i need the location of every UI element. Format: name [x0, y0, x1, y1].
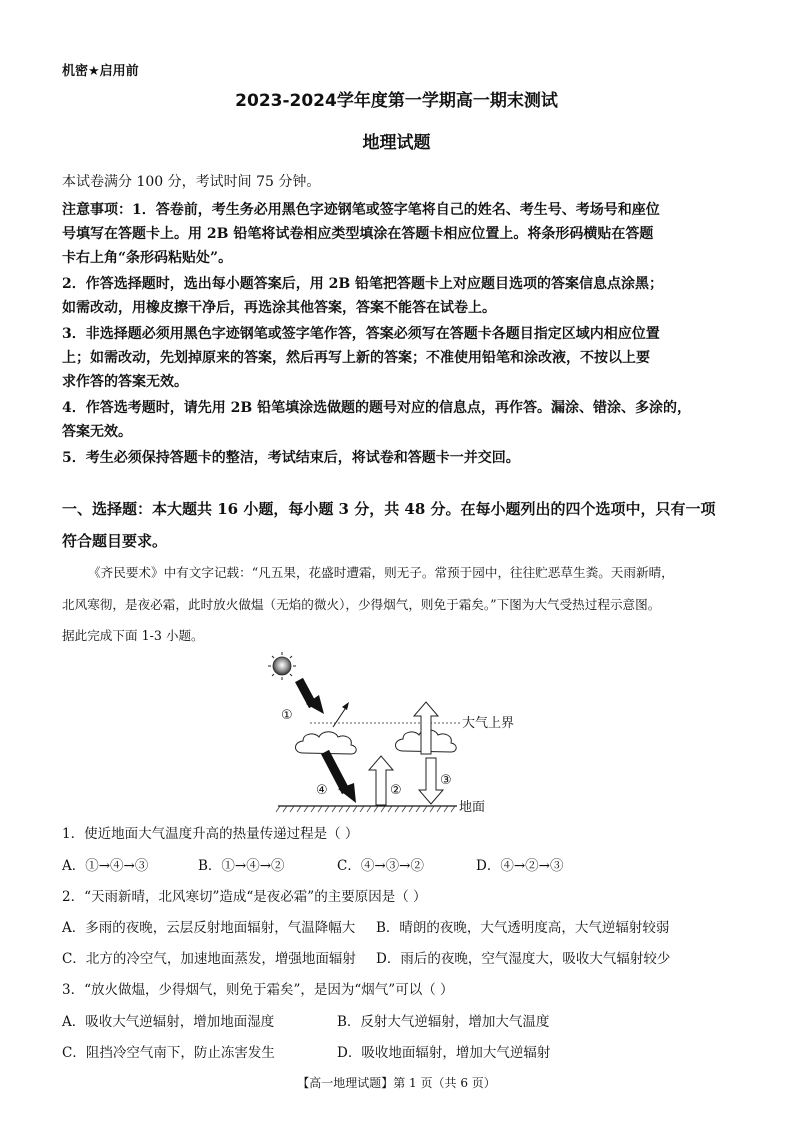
passage-line: 北风寒彻，是夜必霜，此时放火做煴（无焰的微火），少得烟气，则免于霜矣。”下图为大气受热过程示意图。 [62, 597, 661, 612]
cloud-left-icon [296, 732, 357, 754]
atmosphere-heating-diagram [255, 650, 515, 820]
note-line: 答案无效。 [62, 424, 132, 440]
q2-option-a: A．多雨的夜晚，云层反射地面辐射，气温降幅大 [62, 920, 356, 936]
note-line: 5．考生必须保持答题卡的整洁，考试结束后，将试卷和答题卡一并交回。 [62, 450, 520, 466]
note-line: 号填写在答题卡上。用 2B 铅笔将试卷相应类型填涂在答题卡相应位置上。将条形码横贴在答题 [62, 226, 654, 242]
exam-intro: 本试卷满分 100 分，考试时间 75 分钟。 [62, 174, 321, 190]
q3-option-c: C．阻挡冷空气南下，防止冻害发生 [62, 1045, 275, 1061]
q2-option-c: C．北方的冷空气，加速地面蒸发，增强地面辐射 [62, 951, 356, 967]
section-heading-cont: 符合题目要求。 [62, 532, 168, 550]
ground-absorption-arrow [325, 752, 356, 803]
label-atmosphere-top: 大气上界 [462, 716, 515, 731]
secret-mark: 机密★启用前 [62, 64, 139, 79]
note-line: 2．作答选择题时，选出每小题答案后，用 2B 铅笔把答题卡上对应题目选项的答案信息点涂黑； [62, 276, 664, 292]
exam-title: 2023-2024学年度第一学期高一期末测试 [235, 91, 558, 111]
passage-line: 据此完成下面 1-3 小题。 [62, 628, 204, 643]
passage-line: 《齐民要术》中有文字记载：“凡五果，花盛时遭霜，则无子。常预于园中，往往贮恶草生粪。天雨新晴， [88, 565, 674, 580]
q3-option-d: D．吸收地面辐射，增加大气逆辐射 [337, 1045, 551, 1061]
q2-option-d: D．雨后的夜晚，空气湿度大，吸收大气辐射较少 [376, 951, 671, 967]
note-line: 上；如需改动，先划掉原来的答案，然后再写上新的答案；不准使用铅笔和涂改液，不按以上要 [62, 350, 650, 366]
q1-option-d: D．④→②→③ [476, 858, 564, 874]
label-ground: 地面 [459, 800, 486, 815]
question-1-stem: 1．使近地面大气温度升高的热量传递过程是（ ） [62, 826, 359, 842]
note-line: 4．作答选考题时，请先用 2B 铅笔填涂选做题的题号对应的信息点，再作答。漏涂、错涂、多涂的， [62, 400, 692, 416]
q1-option-c: C．④→③→② [337, 858, 424, 874]
q3-option-a: A．吸收大气逆辐射，增加地面湿度 [62, 1014, 275, 1030]
note-line: 注意事项：1．答卷前，考生务必用黑色字迹钢笔或签字笔将自己的姓名、考生号、考场号和座位 [62, 202, 660, 218]
marker-3: ③ [440, 773, 452, 788]
ground-surface [276, 806, 457, 812]
q1-option-a: A．①→④→③ [62, 858, 149, 874]
marker-1: ① [281, 708, 293, 723]
question-3-stem: 3．“放火做煴，少得烟气，则免于霜矣”，是因为“烟气”可以（ ） [62, 982, 454, 998]
note-line: 3．非选择题必须用黑色字迹钢笔或签字笔作答，答案必须写在答题卡各题目指定区域内相应位置 [62, 326, 660, 342]
q1-option-b: B．①→④→② [198, 858, 285, 874]
question-2-stem: 2．“天雨新晴，北风寒切”造成“是夜必霜”的主要原因是（ ） [62, 889, 427, 905]
page-footer: 【高一地理试题】第 1 页（共 6 页） [297, 1076, 496, 1090]
section-heading: 一、选择题：本大题共 16 小题，每小题 3 分，共 48 分。在每小题列出的四个选项中，只有一项 [62, 500, 716, 518]
marker-4: ④ [316, 783, 328, 798]
solar-radiation-arrow [299, 680, 324, 714]
note-line: 卡右上角“条形码粘贴处”。 [62, 250, 233, 266]
marker-2: ② [390, 783, 402, 798]
q2-option-b: B．晴朗的夜晚，大气透明度高，大气逆辐射较弱 [376, 920, 670, 936]
subject-title: 地理试题 [362, 133, 431, 153]
note-line: 求作答的答案无效。 [62, 374, 188, 390]
q3-option-b: B．反射大气逆辐射，增加大气温度 [337, 1014, 550, 1030]
note-line: 如需改动，用橡皮擦干净后，再选涂其他答案，答案不能答在试卷上。 [62, 300, 496, 316]
sun-icon [268, 652, 296, 680]
